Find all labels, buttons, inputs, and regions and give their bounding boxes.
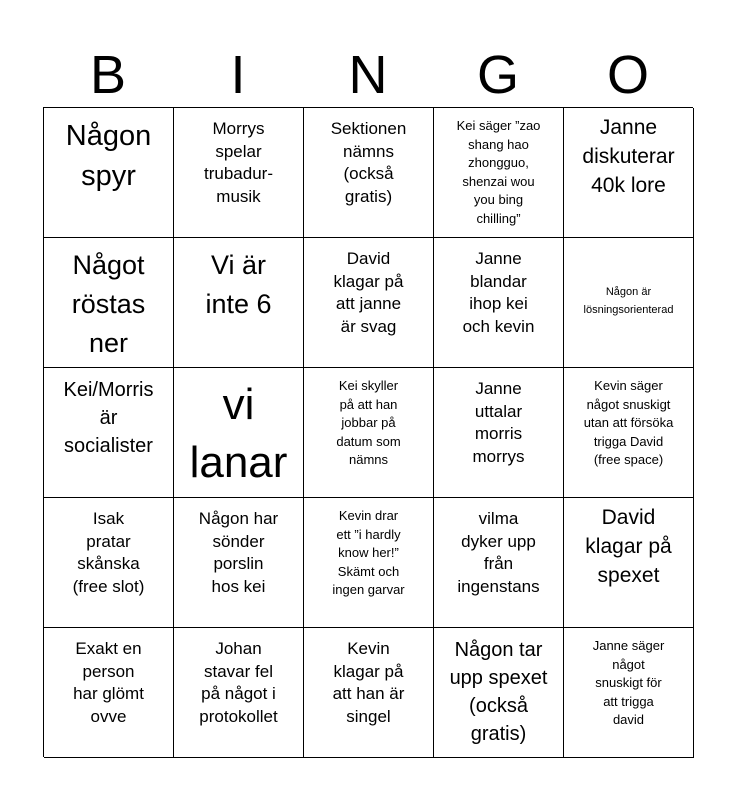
cell-text: David klagar på spexet (585, 506, 672, 587)
header-letter-b: B (89, 45, 127, 105)
cell-text: Kei säger ”zao shang hao zhongguo, shenzai wou you bing chilling” (456, 118, 541, 226)
bingo-cell[interactable] (434, 108, 564, 238)
bingo-cell[interactable] (434, 368, 564, 498)
header-letter-o: O (606, 45, 649, 105)
bingo-cell[interactable] (564, 238, 694, 368)
header-letter-i: I (230, 45, 246, 105)
cell-text: Någon har sönder porslin hos kei (198, 509, 279, 596)
bingo-cell[interactable] (564, 368, 694, 498)
cell-text: Något röstas ner (71, 250, 146, 358)
cell-text: Morrys spelar trubadur- musik (204, 119, 273, 206)
header-letter-n: N (348, 45, 388, 105)
bingo-cell[interactable] (304, 238, 434, 368)
cell-text: Janne diskuterar 40k lore (582, 116, 675, 197)
cell-text: Någon är lösningsorienterad (583, 285, 674, 316)
cell-text: Vi är inte 6 (205, 250, 272, 319)
bingo-cell[interactable] (174, 628, 304, 758)
bingo-cell[interactable] (44, 108, 174, 238)
bingo-cell[interactable] (44, 238, 174, 368)
cell-text: David klagar på att janne är svag (333, 249, 404, 336)
bingo-cell[interactable] (174, 238, 304, 368)
cell-text: Kevin säger något snuskigt utan att försöka trigga David (free space) (583, 378, 674, 467)
header-letter-g: G (476, 45, 519, 105)
bingo-cell[interactable] (304, 628, 434, 758)
cell-text: Exakt en person har glömt ovve (73, 639, 144, 726)
bingo-cell[interactable] (304, 498, 434, 628)
bingo-board (43, 107, 693, 757)
cell-text: Janne uttalar morris morrys (472, 379, 525, 466)
cell-text: Isak pratar skånska (free slot) (72, 509, 145, 596)
cell-text: Janne säger något snuskigt för att trigga david (592, 638, 665, 727)
cell-text: Kevin klagar på att han är singel (332, 639, 405, 726)
cell-text: Sektionen nämns (också gratis) (330, 119, 407, 206)
bingo-cell[interactable] (174, 498, 304, 628)
bingo-cell free-space[interactable] (174, 368, 304, 498)
bingo-cell[interactable] (564, 498, 694, 628)
bingo-cell[interactable] (304, 368, 434, 498)
cell-text: Kei skyller på att han jobbar på datum som nämns (336, 378, 401, 467)
cell-text: Någon spyr (65, 120, 152, 192)
cell-text: Johan stavar fel på något i protokollet (199, 639, 278, 726)
cell-text: vilma dyker upp från ingenstans (457, 509, 540, 596)
bingo-cell[interactable] (174, 108, 304, 238)
bingo-cell[interactable] (44, 498, 174, 628)
bingo-cell[interactable] (564, 628, 694, 758)
bingo-cell[interactable] (434, 498, 564, 628)
cell-text: Janne blandar ihop kei och kevin (462, 249, 535, 336)
bingo-cell[interactable] (44, 368, 174, 498)
bingo-cell[interactable] (434, 628, 564, 758)
bingo-header (43, 44, 693, 106)
bingo-cell[interactable] (44, 628, 174, 758)
bingo-cell[interactable] (304, 108, 434, 238)
cell-text: Kei/Morris är socialister (63, 379, 154, 457)
cell-text: Någon tar upp spexet (också gratis) (449, 639, 548, 745)
cell-text: vi lanar (189, 380, 288, 487)
cell-text: Kevin drar ett ”i hardly know her!” Skämt och ingen garvar (332, 508, 405, 597)
bingo-cell[interactable] (564, 108, 694, 238)
bingo-cell[interactable] (434, 238, 564, 368)
